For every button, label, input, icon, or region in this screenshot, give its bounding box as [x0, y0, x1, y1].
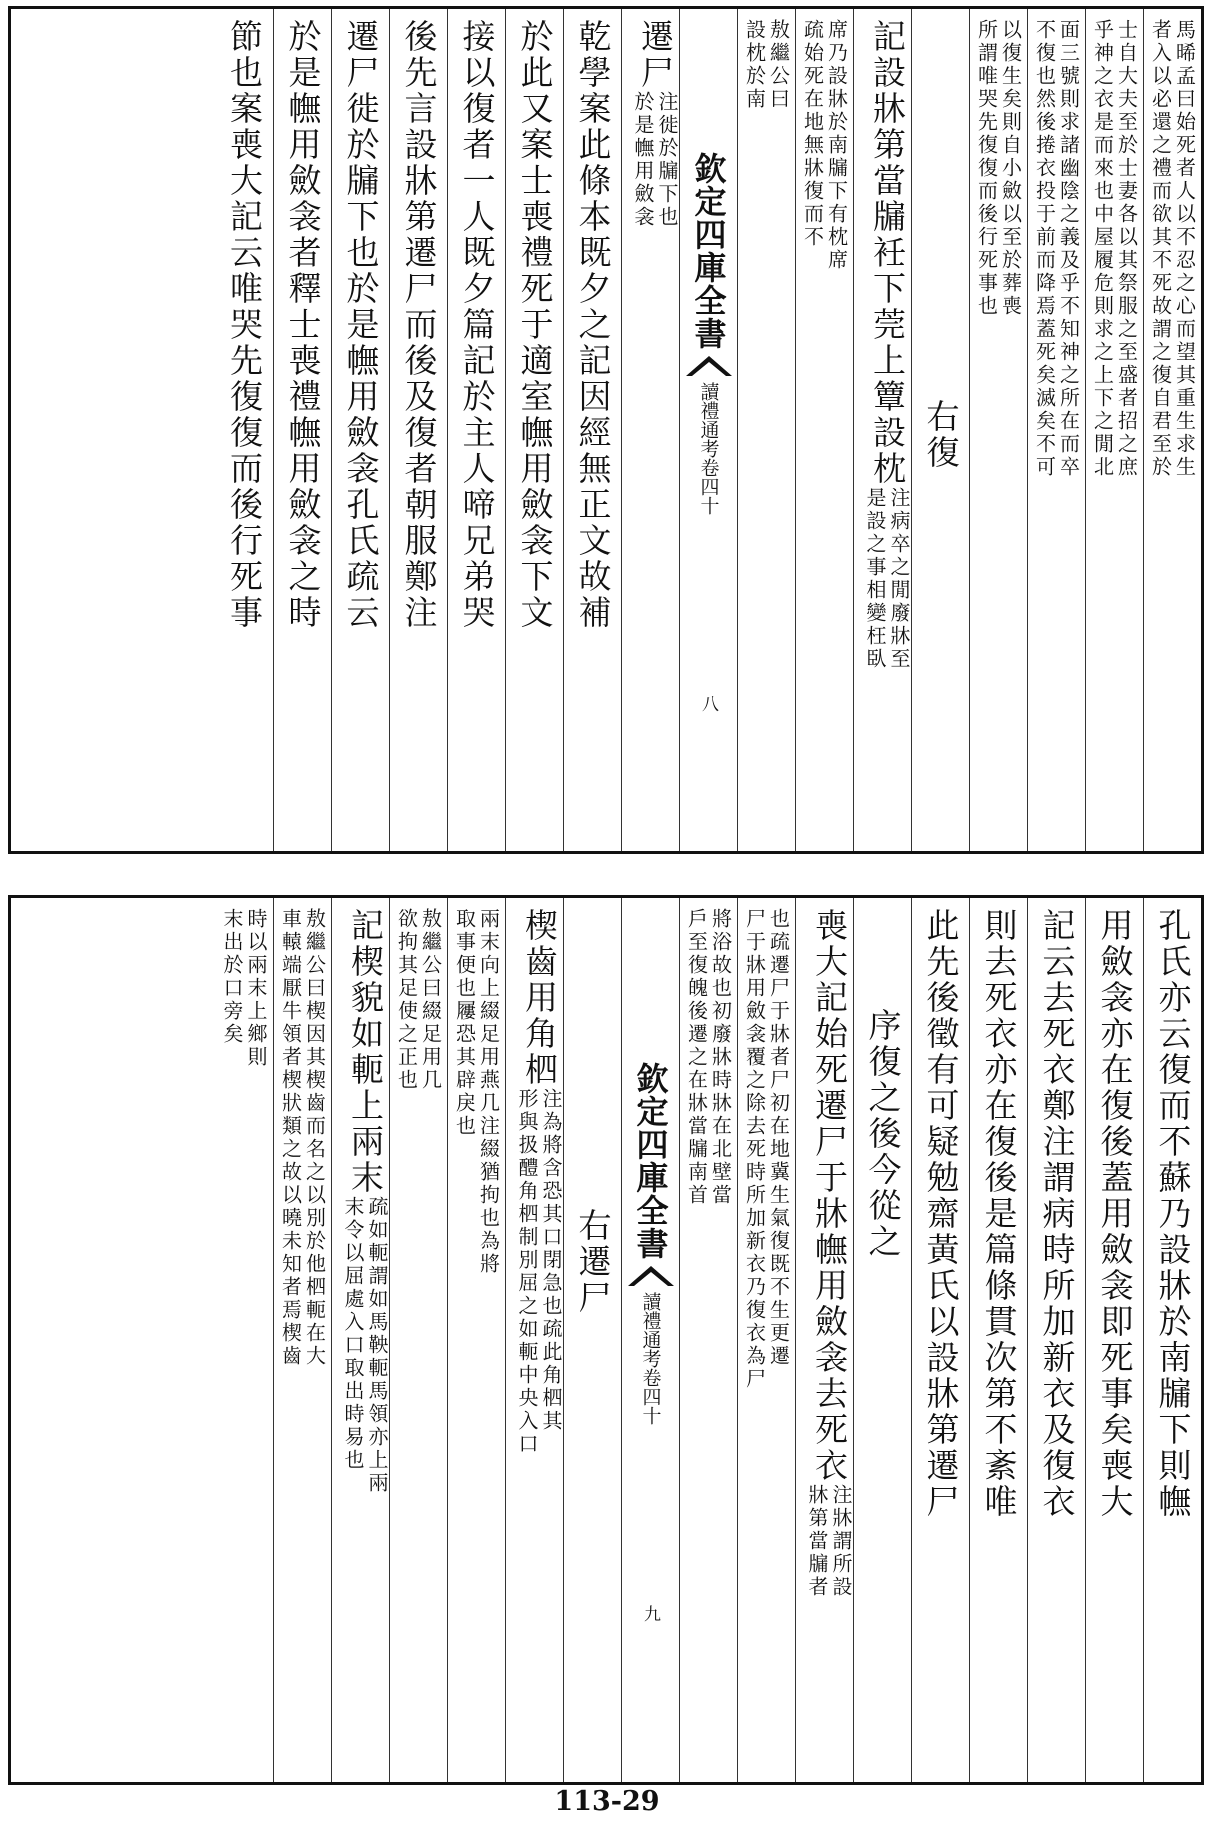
book-subtitle: 讀禮通考 — [639, 1292, 662, 1368]
commentary-line: 注徙於牖下也 — [655, 91, 679, 229]
text-column — [1027, 898, 1085, 1782]
main-text: 於是幠用斂衾者釋士喪禮幠用斂衾之時 — [283, 19, 323, 631]
text-column — [215, 898, 273, 1782]
commentary-line: 車轅端厭牛領者楔狀類之故以曉未知者焉楔齒 — [278, 908, 303, 1368]
text-column — [969, 898, 1027, 1782]
main-text: 乾學案此條本既夕之記因經無正文故補 — [573, 19, 613, 631]
text-column — [389, 898, 447, 1782]
commentary-line: 時以兩末上鄉則 — [244, 908, 268, 1069]
text-column — [447, 9, 505, 851]
commentary-line: 末令以屈處入口取出時易也 — [341, 1196, 365, 1472]
commentary-line: 不復也然後捲衣投于前而降焉蓋死矣滅矣不可 — [1032, 19, 1057, 479]
text-column — [795, 9, 853, 851]
text-column — [1085, 898, 1143, 1782]
volume-label: 卷四十 — [639, 1368, 662, 1425]
commentary-line: 馬晞孟曰始死者人以不忍之心而望其重生求生 — [1172, 19, 1197, 479]
top-page-panel — [8, 6, 1204, 854]
main-text: 此先後徵有可疑勉齋黃氏以設牀第遷尸 — [921, 908, 961, 1520]
book-title: 欽定四庫全書 — [631, 1062, 670, 1260]
commentary-line: 尸于牀用斂衾覆之除去死時所加新衣乃復衣為尸 — [742, 908, 767, 1391]
text-column — [795, 898, 853, 1782]
commentary-line: 疏如軛謂如馬鞅軛馬領亦上兩 — [365, 1196, 389, 1495]
fish-tail-mark-icon — [686, 354, 732, 376]
commentary-line: 疏始死在地無牀復而不 — [800, 19, 825, 249]
main-text: 記楔貌如軛上兩末 — [346, 908, 385, 1196]
text-column — [505, 898, 563, 1782]
main-text: 序復之後今從之 — [863, 1008, 903, 1260]
text-column — [911, 9, 969, 851]
volume-label: 卷四十 — [697, 458, 720, 515]
text-column — [215, 9, 273, 851]
commentary-line: 注牀謂所設 — [829, 1484, 853, 1599]
commentary-line: 設枕於南 — [742, 19, 767, 111]
commentary-line: 是設之事相變枉臥 — [863, 487, 887, 671]
text-column — [331, 9, 389, 851]
commentary-line: 兩末向上綴足用燕几注綴猶拘也為將 — [476, 908, 501, 1276]
text-column — [737, 9, 795, 851]
section-heading: 右遷尸 — [573, 1208, 613, 1316]
commentary-line: 面三號則求諸幽陰之義及乎不知神之所在而卒 — [1056, 19, 1081, 479]
page-number: 113-29 — [554, 1786, 660, 1817]
commentary-line: 取事便也屨恐其辟戾也 — [452, 908, 477, 1138]
commentary-line: 牀第當牖者 — [805, 1484, 829, 1599]
fish-tail-mark-icon — [628, 1264, 674, 1286]
main-text: 於此又案士喪禮死于適室幠用斂衾下文 — [515, 19, 555, 631]
main-text: 楔齒用角柶 — [520, 908, 559, 1088]
main-text: 用斂衾亦在復後蓋用斂衾即死事矣喪大 — [1095, 908, 1135, 1520]
section-heading: 右復 — [921, 399, 961, 471]
commentary-line: 所謂唯哭先復復而後行死事也 — [974, 19, 999, 318]
bottom-page-panel — [8, 895, 1204, 1785]
text-column — [563, 9, 621, 851]
main-text: 記設牀第當牖衽下莞上簟設枕 — [868, 19, 907, 487]
commentary-line: 於是幠用斂衾 — [631, 91, 655, 229]
text-column — [911, 898, 969, 1782]
commentary-line: 也疏遷尸于牀者尸初在地冀生氣復既不生更遷 — [766, 908, 791, 1368]
text-column — [389, 9, 447, 851]
text-column — [679, 898, 737, 1782]
text-column — [1027, 9, 1085, 851]
commentary-line: 以復生矣則自小斂以至於葬喪 — [998, 19, 1023, 318]
text-column — [737, 898, 795, 1782]
main-text: 節也案喪大記云唯哭先復復而後行死事 — [225, 19, 264, 631]
commentary-line: 士自大夫至於士妻各以其祭服之至盛者招之庶 — [1114, 19, 1139, 479]
center-spine — [679, 9, 737, 851]
commentary-line: 末出於口旁矣 — [220, 908, 244, 1046]
main-text: 記云去死衣鄭注謂病時所加新衣及復衣 — [1037, 908, 1077, 1520]
commentary-line: 戶至復魄後遷之在牀當牖南首 — [684, 908, 709, 1207]
main-text: 遷尸徙於牖下也於是幠用斂衾孔氏疏云 — [341, 19, 381, 631]
text-column — [853, 9, 911, 851]
text-column — [853, 898, 911, 1782]
commentary-line: 敖繼公曰 — [766, 19, 791, 111]
book-subtitle: 讀禮通考 — [697, 382, 720, 458]
text-column — [969, 9, 1027, 851]
commentary-line: 欲拘其足使之正也 — [394, 908, 419, 1092]
center-spine — [621, 898, 679, 1782]
commentary-line: 敖繼公曰綴足用几 — [418, 908, 443, 1092]
text-column — [331, 898, 389, 1782]
commentary-line: 席乃設牀於南牖下有枕席 — [824, 19, 849, 272]
folio-mark: 八 — [698, 695, 718, 712]
commentary-line: 乎神之衣是而來也中屋履危則求之上下之閒北 — [1090, 19, 1115, 479]
text-column — [621, 9, 679, 851]
commentary-line: 將浴故也初廢牀時牀在北壁當 — [708, 908, 733, 1207]
book-title: 欽定四庫全書 — [689, 152, 728, 350]
text-column — [447, 898, 505, 1782]
main-text: 喪大記始死遷尸于牀幠用斂衾去死衣 — [810, 908, 849, 1484]
text-column — [505, 9, 563, 851]
text-column — [563, 898, 621, 1782]
main-text: 孔氏亦云復而不蘇乃設牀於南牖下則幠 — [1153, 908, 1193, 1520]
commentary-line: 注為將含恐其口閉急也疏此角柶其 — [539, 1088, 563, 1433]
commentary-line: 注病卒之閒廢牀至 — [887, 487, 911, 671]
text-column — [273, 898, 331, 1782]
commentary-line: 者入以必還之禮而欲其不死故謂之復自君至於 — [1148, 19, 1173, 479]
main-text: 後先言設牀第遷尸而後及復者朝服鄭注 — [399, 19, 439, 631]
commentary-line: 形與扱醴角柶制別屈之如軛中央入口 — [515, 1088, 539, 1456]
main-text: 接以復者一人既夕篇記於主人啼兄弟哭 — [457, 19, 497, 631]
text-column — [1143, 898, 1201, 1782]
main-text: 遷尸 — [636, 19, 675, 91]
text-column — [273, 9, 331, 851]
main-text: 則去死衣亦在復後是篇條貫次第不紊唯 — [979, 908, 1019, 1520]
text-column — [1143, 9, 1201, 851]
commentary-line: 敖繼公曰楔因其楔齒而名之以別於他柶軛在大 — [302, 908, 327, 1368]
text-column — [1085, 9, 1143, 851]
folio-mark: 九 — [640, 1605, 660, 1622]
